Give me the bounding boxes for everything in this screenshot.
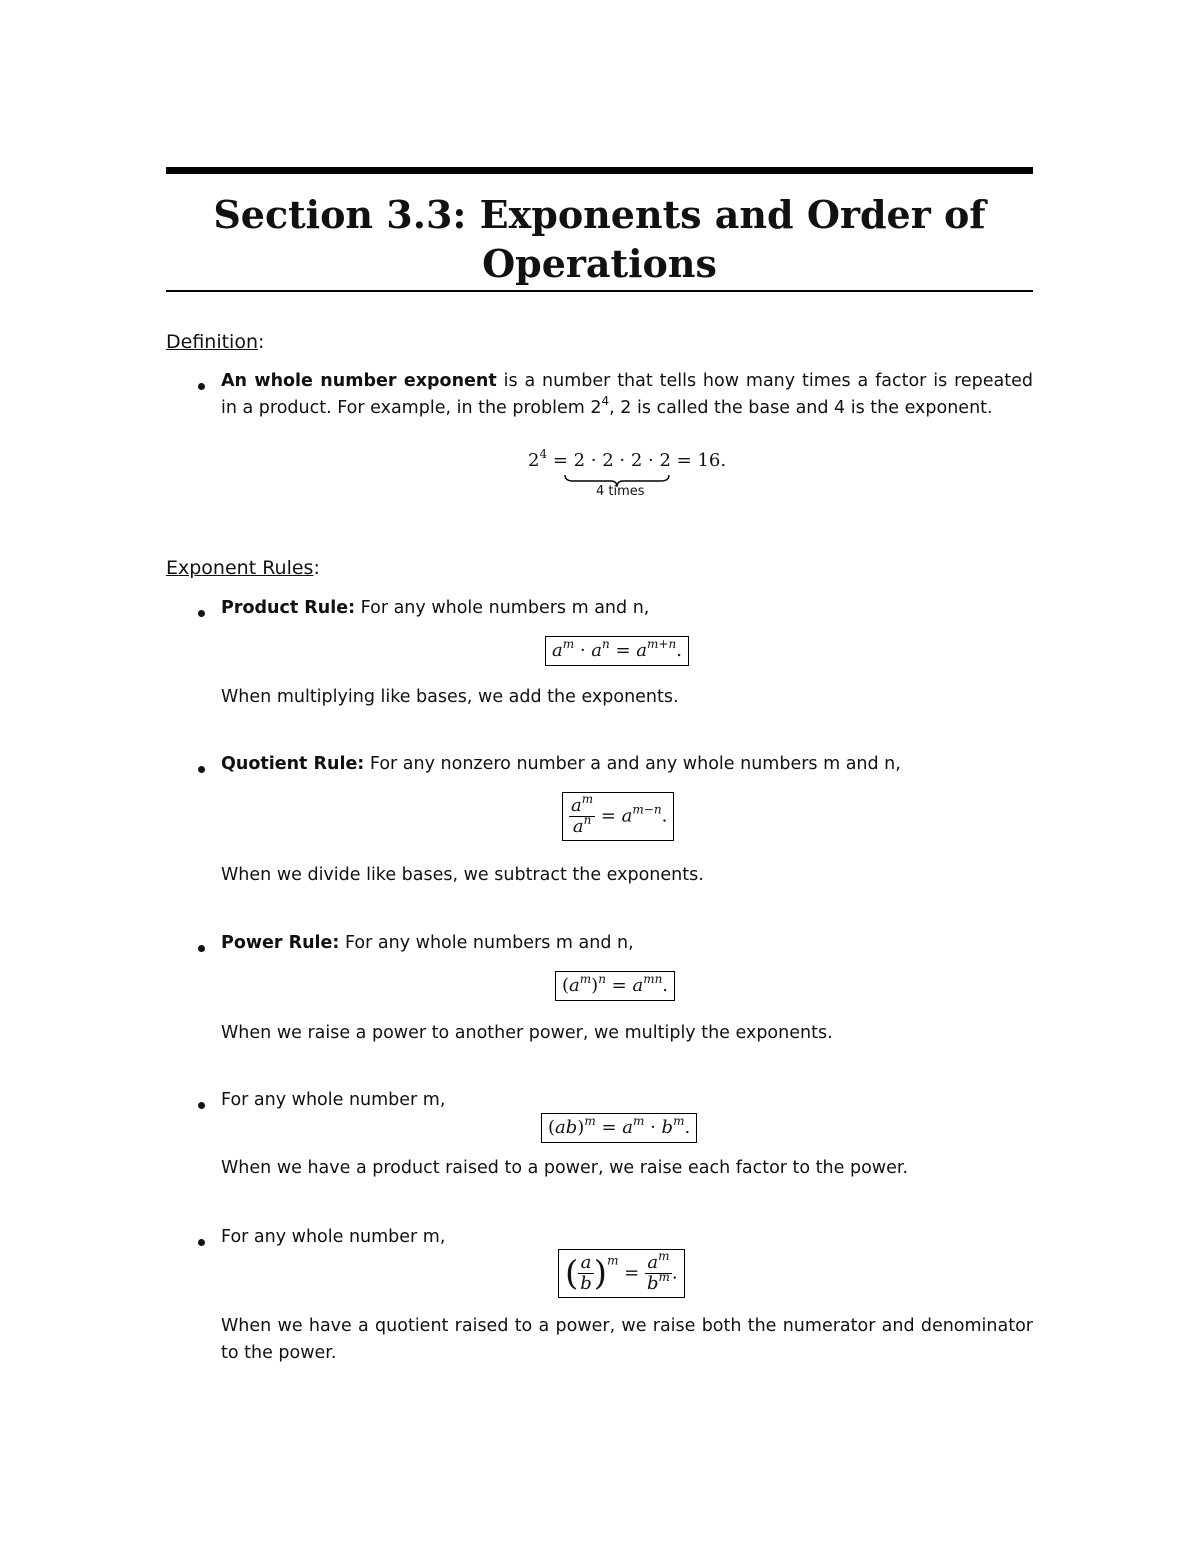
bullet-icon (198, 1096, 208, 1106)
rules-heading-colon: : (313, 557, 320, 579)
quotient-rule-intro (221, 751, 1033, 778)
power-rule-text: For any whole numbers m and n, (339, 933, 634, 953)
bullet-icon (198, 760, 208, 770)
power-rule-formula: $(a^m)^n = a^{mn}$. (555, 971, 675, 1001)
definition-sup: 4 (601, 394, 610, 408)
page-title: Section 3.3: Exponents and Order of Operations (213, 192, 986, 286)
definition-text: is a number that tells how many times a factor is repeated in a product. For example, in the problem 2 (221, 371, 1033, 418)
product-rule-name: Product Rule: (221, 598, 356, 618)
example-product: 2 · 2 · 2 · 2 (573, 450, 671, 471)
bullet-icon (198, 604, 208, 614)
product-power-formula: $(ab)^m = a^m \cdot b^m$. (541, 1113, 697, 1143)
example-result: = 16. (670, 450, 727, 471)
product-rule-text: For any whole numbers m and n, (355, 598, 650, 618)
product-rule-explanation: When multiplying like bases, we add the exponents. (221, 687, 679, 707)
product-rule-formula: $a^m \cdot a^n = a^{m+n}$. (545, 636, 689, 666)
bullet-icon (198, 939, 208, 949)
quotient-power-explanation: When we have a quotient raised to a power, we raise both the numerator and denominator to the power. (221, 1316, 1033, 1363)
quotient-power-formula: ( $\frac{a}{b}$ )$^m$ = $\frac{a^m}{b^m}$ . (558, 1249, 685, 1298)
quotient-rule-name: Quotient Rule: (221, 754, 365, 774)
power-rule-name: Power Rule: (221, 933, 340, 953)
example-equation (528, 447, 727, 471)
example-base: 2 (528, 450, 540, 471)
definition-heading-text: Definition (166, 331, 259, 353)
title-top-rule (166, 167, 1033, 174)
product-power-explanation: When we have a product raised to a power, we raise each factor to the power. (221, 1158, 909, 1178)
bullet-icon (198, 1233, 208, 1243)
product-rule-intro (221, 595, 1033, 622)
quotient-rule-formula: $\frac{a^m}{a^n}$ = $a^{m-n}$. (562, 792, 674, 841)
example-exponent: 4 (539, 447, 548, 461)
definition-paragraph (221, 368, 1033, 422)
definition-heading-colon: : (258, 331, 265, 353)
product-power-intro: For any whole number m, (221, 1090, 446, 1110)
rules-heading (166, 557, 320, 579)
definition-text-end: , 2 is called the base and 4 is the exponent. (609, 398, 993, 418)
example-equals: = (547, 450, 574, 471)
definition-term: An whole number exponent (221, 371, 497, 391)
rules-heading-text: Exponent Rules (166, 557, 314, 579)
title-bottom-rule (166, 290, 1033, 292)
quotient-rule-explanation: When we divide like bases, we subtract the exponents. (221, 865, 704, 885)
bullet-icon (198, 377, 208, 387)
quotient-power-intro: For any whole number m, (221, 1227, 446, 1247)
power-rule-explanation: When we raise a power to another power, we multiply the exponents. (221, 1023, 833, 1043)
power-rule-intro (221, 930, 1033, 957)
definition-heading (166, 331, 264, 353)
brace-label: 4 times (596, 484, 645, 499)
quotient-rule-text: For any nonzero number a and any whole numbers m and n, (364, 754, 901, 774)
